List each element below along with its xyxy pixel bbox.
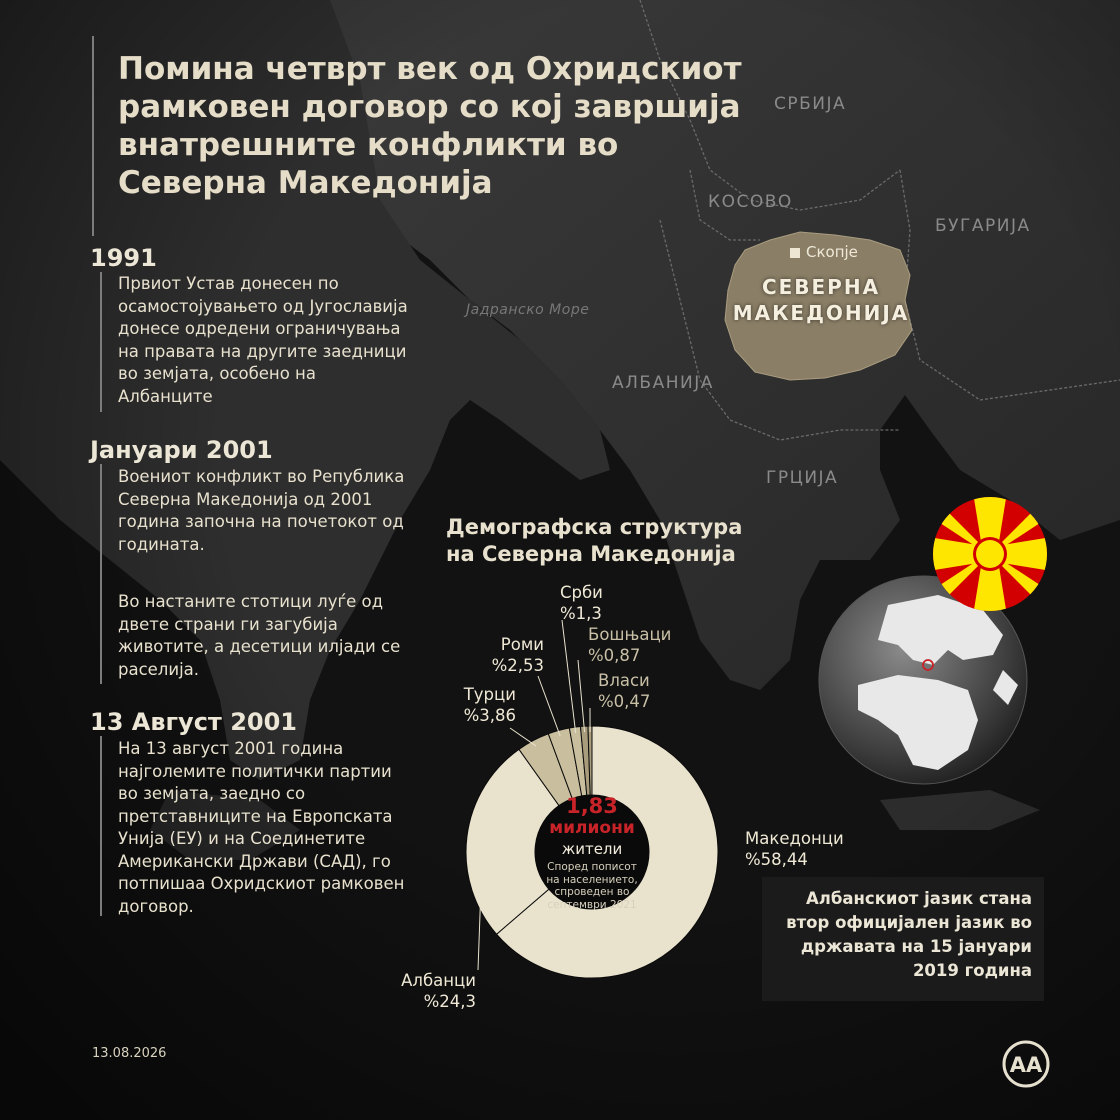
population-subtitle: жители [561, 840, 623, 858]
demographics-title-line1: Демографска структура [446, 515, 743, 539]
slice-label-name: Бошњаци [588, 625, 672, 644]
map-label-capital: Скопје [806, 243, 858, 261]
map-label-albania: АЛБАНИЈА [612, 373, 714, 393]
slice-label-serbs [560, 582, 603, 624]
page-title: Помина четврт век од Охридскиот рамковен договор со кој завршија внатрешните конфликти во Северна Македонија [118, 51, 742, 201]
map-label-north-macedonia-line2: МАКЕДОНИЈА [732, 301, 910, 325]
timeline-heading-january-2001: Јануари 2001 [90, 436, 273, 464]
timeline-text-january-2001-b: Во настаните стотици луѓе од двете страни ги загубија животите, а десетици илјади се раселија. [118, 592, 401, 679]
slice-label-name: Срби [560, 583, 603, 602]
slice-label-value: %58,44 [745, 850, 808, 869]
publication-date: 13.08.2026 [92, 1046, 167, 1061]
map-label-sea: Јадранско Море [466, 302, 590, 318]
language-note [762, 877, 1044, 1001]
population-value: 1,83 [566, 794, 618, 818]
timeline-text-january-2001-a: Воениот конфликт во Република Северна Македонија од 2001 година започна на почетокот од годината. [118, 467, 405, 554]
slice-label-value: %2,53 [491, 656, 544, 675]
leader-line-serbs [562, 620, 576, 733]
slice-label-name: Македонци [745, 829, 844, 848]
slice-label-value: %3,86 [463, 706, 516, 725]
slice-label-value: %24,3 [423, 992, 476, 1011]
slice-label-name: Албанци [401, 971, 476, 990]
map-label-bulgaria: БУГАРИЈА [935, 216, 1031, 236]
leader-line-turks [510, 728, 536, 746]
slice-label-value: %1,3 [560, 604, 602, 623]
leader-line-bosniaks [578, 660, 585, 732]
aa-logo-text: AA [1009, 1053, 1043, 1077]
slice-label-bosniaks [588, 624, 671, 666]
slice-label-roma [452, 634, 544, 676]
slice-label-value: %0,47 [598, 692, 651, 711]
slice-label-macedonians [745, 828, 844, 870]
timeline-heading-august-2001: 13 Август 2001 [90, 708, 297, 736]
map-label-greece: ГРЦИЈА [766, 468, 839, 488]
slice-label-name: Власи [598, 671, 650, 690]
slice-label-albanians [386, 970, 476, 1012]
map-label-serbia: СРБИЈА [774, 94, 847, 114]
slice-label-vlachs [598, 670, 650, 712]
slice-label-turks [424, 684, 516, 726]
timeline-heading-1991: 1991 [90, 244, 157, 272]
census-note: Според пописот на населението, спроведен во септември 2021 [546, 861, 638, 911]
population-unit: милиони [549, 818, 635, 838]
map-label-north-macedonia-line1: СЕВЕРНА [761, 275, 881, 299]
map-label-kosovo: КОСОВО [708, 192, 793, 212]
slice-label-name: Турци [463, 685, 516, 704]
timeline-text-1991: Првиот Устав донесен по осамостојувањето од Југославија донесе одредени ограничувања на правата на другите заедници во земјата, особено на Албанците [118, 274, 408, 406]
leader-line-roma [538, 676, 560, 736]
language-note-text: Албанскиот јазик стана втор официјален јазик во државата на 15 јануари 2019 година [786, 889, 1032, 980]
slice-label-value: %0,87 [588, 646, 641, 665]
demographics-title-line2: на Северна Македонија [446, 542, 736, 566]
north-macedonia-flag-icon [932, 496, 1048, 612]
timeline-text-august-2001: На 13 август 2001 година најголемите политички партии во земјата, заедно со претставниците на Европската Унија (ЕУ) и на Соединетите Американски Држави (САД), го потпишаа Охридскиот рамковен договор. [118, 739, 405, 916]
slice-label-name: Роми [500, 635, 544, 654]
aa-logo-icon [1002, 1040, 1050, 1088]
